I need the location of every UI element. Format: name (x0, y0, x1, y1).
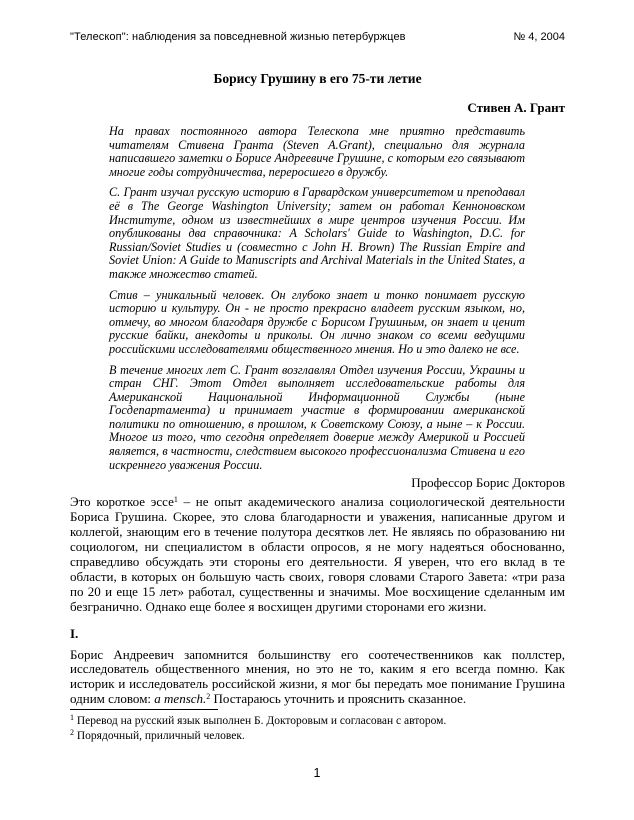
footnote-ref-2: 2 (206, 692, 211, 702)
body-paragraph-2-text: Борис Андреевич запомнится большинству его соотечественников как поллстер, исследователь общественного мнения, но это не то, каким я его всегда помню. Как историк и исследователь российской жизни, я мог бы передать мое понимание Грушина одним словом: (70, 646, 565, 707)
intro-paragraph-3: Стив – уникальный человек. Он глубоко знает и тонко понимает русскую историю и культуру. Он - не просто прекрасно владеет русским языком, но, отмечу, во многом благодаря дружбе с Борисом Грушиным, он знает и ценит русские байки, анекдоты и приколы. Он лично знаком со всеми ведущими российскими исследователями общественного мнения. Но и это далеко не все. (109, 287, 525, 356)
body-paragraph-1 (70, 495, 565, 614)
intro-paragraph-2: С. Грант изучал русскую историю в Гарвардском университетом и преподавал её в The George Washington University; затем он работал Кенноновском Институте, одном из известнейших в мире центров изучения России. Им опубликованы два справочника: A Scholars' Guide to Washington, D.C. for Russian/Soviet Studies и (совместно с John H. Brown) The Russian Empire and Soviet Union: A Guide to Manuscripts and Archival Materials in the United States, а также множество статей. (109, 185, 525, 281)
body-paragraph-2 (70, 648, 565, 708)
body-paragraph-1-text: Это короткое эссе (70, 494, 174, 510)
article-title: Борису Грушину в его 75-ти летие (213, 71, 422, 86)
intro-block (109, 125, 525, 472)
footnote-2-text: Порядочный, приличный человек. (74, 730, 245, 743)
issue-number: № 4, 2004 (513, 31, 565, 43)
footnote-1-marker: 1 (70, 713, 74, 722)
footnote-1-text: Перевод на русский язык выполнен Б. Докторовым и согласован с автором. (74, 715, 447, 727)
footnotes-block (70, 709, 565, 744)
footnote-2 (70, 729, 565, 744)
journal-name: "Телескоп": наблюдения за повседневной жизнью петербуржцев (70, 31, 406, 43)
footnote-1 (70, 714, 565, 729)
author-name: Стивен А. Грант (467, 100, 565, 115)
footnote-separator (70, 709, 218, 710)
page-header (70, 31, 565, 44)
footnote-ref-1: 1 (173, 495, 178, 505)
intro-paragraph-4: В течение многих лет С. Грант возглавлял Отдел изучения России, Украины и стран СНГ. Этот Отдел выполняет исследовательские работы для Американской Национальной Информационной Службы (ныне Госдепартамента) и принимает участие в формировании американской политики по отношению, в прошлом, к Советскому Союзу, а ныне – к России. Многое из того, что сегодня определяет доверие между Америкой и Россией является, в частности, следствием высокого профессионализма Стивена и его искреннего уважения России. (109, 362, 525, 472)
body-paragraph-2-italic: a mensch. (154, 691, 207, 707)
page-number: 1 (313, 766, 321, 780)
intro-paragraph-1: На правах постоянного автора Телескопа мне приятно представить читателям Стивена Гранта (Steven A.Grant), специально для журнала написавшего заметки о Борисе Андреевиче Грушине, с которым его связывают многие годы сотрудничества, переросшего в дружбу. (109, 124, 525, 179)
body-paragraph-1-rest: – не опыт академического анализа социологической деятельности Бориса Грушина. Скорее, это слова благодарности и уважения, написанные другом и коллегой, знающим его в течение полутора десятков лет. Не являясь по образованию ни социологом, ни специалистом в области опросов, я не могу надеяться обоснованно, справедливо обсуждать эти стороны его деятельности. Я уверен, что его вклад в те области, в которых он большую часть своих, говоря словами Старого Завета: «три раза по 20 и еще 15 лет» работал, существенны и значимы. Мое восхищение сделанным им безгранично. Однако еще более я восхищен другими сторонами его жизни. (70, 494, 566, 614)
body-paragraph-2-rest: Постараюсь уточнить и прояснить сказанное. (210, 691, 467, 707)
section-heading-1: I. (70, 625, 79, 641)
intro-signature: Профессор Борис Докторов (411, 475, 565, 491)
footnote-2-marker: 2 (70, 728, 74, 738)
